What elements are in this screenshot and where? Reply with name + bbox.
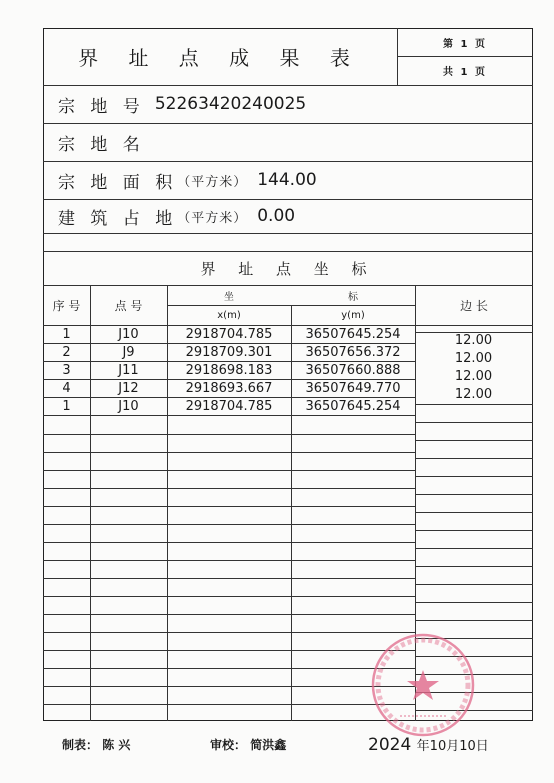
company-seal-icon xyxy=(370,632,476,738)
table-row-1-y: 36507645.254 xyxy=(305,326,401,342)
building-area-row xyxy=(58,199,295,233)
table-row-line xyxy=(43,452,415,453)
checker xyxy=(210,736,286,753)
table-row-line xyxy=(43,668,415,669)
header-edge: 边 长 xyxy=(460,298,488,313)
header-point: 点 号 xyxy=(114,298,143,313)
table-row-3-seq: 3 xyxy=(62,362,71,378)
table-row-5-seq: 1 xyxy=(62,398,71,414)
table-row-5-point: J10 xyxy=(118,398,139,414)
table-row-line xyxy=(43,632,415,633)
page-current: 第 1 页 xyxy=(443,38,487,50)
table-row-1-seq: 1 xyxy=(62,326,71,342)
header-coord-right: 标 xyxy=(348,291,358,303)
table-row-2-y: 36507656.372 xyxy=(305,344,401,360)
building-area-value: 0.00 xyxy=(257,206,296,226)
parcel-name-row xyxy=(58,123,145,161)
table-row-2-seq: 2 xyxy=(62,344,71,360)
date-rest: 年10月10日 xyxy=(416,739,489,754)
table-row-line xyxy=(43,596,415,597)
header-seq: 序 号 xyxy=(52,298,81,313)
checker-label: 审校： xyxy=(210,738,247,752)
page-total: 共 1 页 xyxy=(443,67,487,78)
table-row-line xyxy=(43,560,415,561)
table-row-line xyxy=(43,415,415,416)
date-year: 2024 xyxy=(368,735,412,755)
table-row-4-point: J12 xyxy=(118,380,139,396)
table-row-2-x: 2918709.301 xyxy=(185,344,273,360)
table-row-3-y: 36507660.888 xyxy=(305,362,401,378)
edge-row-line xyxy=(415,404,533,405)
table-row-line xyxy=(43,488,415,489)
table-row-4-x: 2918693.667 xyxy=(185,380,273,396)
edge-row-line xyxy=(415,440,533,441)
table-row-2-point: J9 xyxy=(122,344,135,360)
edge-row-line xyxy=(415,325,533,326)
header-x: x(m) xyxy=(217,309,241,321)
edge-row-line xyxy=(415,548,533,549)
edge-row-line xyxy=(415,512,533,513)
edge-row-line xyxy=(415,584,533,585)
checker-name: 简洪鑫 xyxy=(250,738,287,752)
table-row-1-point: J10 xyxy=(118,326,139,342)
edge-row-line xyxy=(415,494,533,495)
table-row-line xyxy=(43,524,415,525)
edge-row-line xyxy=(415,530,533,531)
parcel-number-row xyxy=(58,85,306,123)
parcel-name-label: 宗 地 名 xyxy=(58,134,145,155)
edge-length-2: 12.00 xyxy=(454,351,493,366)
table-row-4-seq: 4 xyxy=(62,380,71,396)
table-row-line xyxy=(43,704,415,705)
edge-length-4: 12.00 xyxy=(454,387,493,402)
table-row-3-x: 2918698.183 xyxy=(185,362,273,378)
edge-length-3: 12.00 xyxy=(454,369,493,384)
edge-row-line xyxy=(415,602,533,603)
edge-row-line xyxy=(415,620,533,621)
table-row-3-point: J11 xyxy=(118,362,139,378)
edge-length-1: 12.00 xyxy=(454,333,493,348)
building-area-label: 建 筑 占 地 xyxy=(58,208,178,229)
table-row-5-y: 36507645.254 xyxy=(305,398,401,414)
building-area-unit: （平方米） xyxy=(177,210,248,226)
edge-row-line xyxy=(415,458,533,459)
table-row-line xyxy=(43,614,415,615)
edge-row-line xyxy=(415,476,533,477)
area-unit: （平方米） xyxy=(177,174,248,190)
maker-label: 制表： xyxy=(62,738,99,752)
table-row-4-y: 36507649.770 xyxy=(305,380,401,396)
row-line xyxy=(43,233,533,234)
section-title: 界 址 点 坐 标 xyxy=(200,259,376,278)
header-y: y(m) xyxy=(341,309,365,321)
maker xyxy=(62,736,130,753)
table-row-line xyxy=(43,434,415,435)
table-row-line xyxy=(43,470,415,471)
parcel-number-label: 宗 地 号 xyxy=(58,96,145,117)
document-title: 界 址 点 成 果 表 xyxy=(78,46,362,70)
table-row-line xyxy=(43,542,415,543)
parcel-number-value: 52263420240025 xyxy=(154,94,307,114)
area-row xyxy=(58,161,317,199)
header-coord-left: 坐 xyxy=(224,291,234,303)
table-row-1-x: 2918704.785 xyxy=(185,326,273,342)
table-row-line xyxy=(43,578,415,579)
edge-row-line xyxy=(415,566,533,567)
area-value: 144.00 xyxy=(257,170,317,190)
document-date xyxy=(368,735,489,755)
edge-row-line xyxy=(415,422,533,423)
maker-name: 陈 兴 xyxy=(102,738,131,752)
table-row-line xyxy=(43,506,415,507)
table-row-5-x: 2918704.785 xyxy=(185,398,273,414)
table-row-line xyxy=(43,686,415,687)
area-label: 宗 地 面 积 xyxy=(58,172,178,193)
table-row-line xyxy=(43,650,415,651)
